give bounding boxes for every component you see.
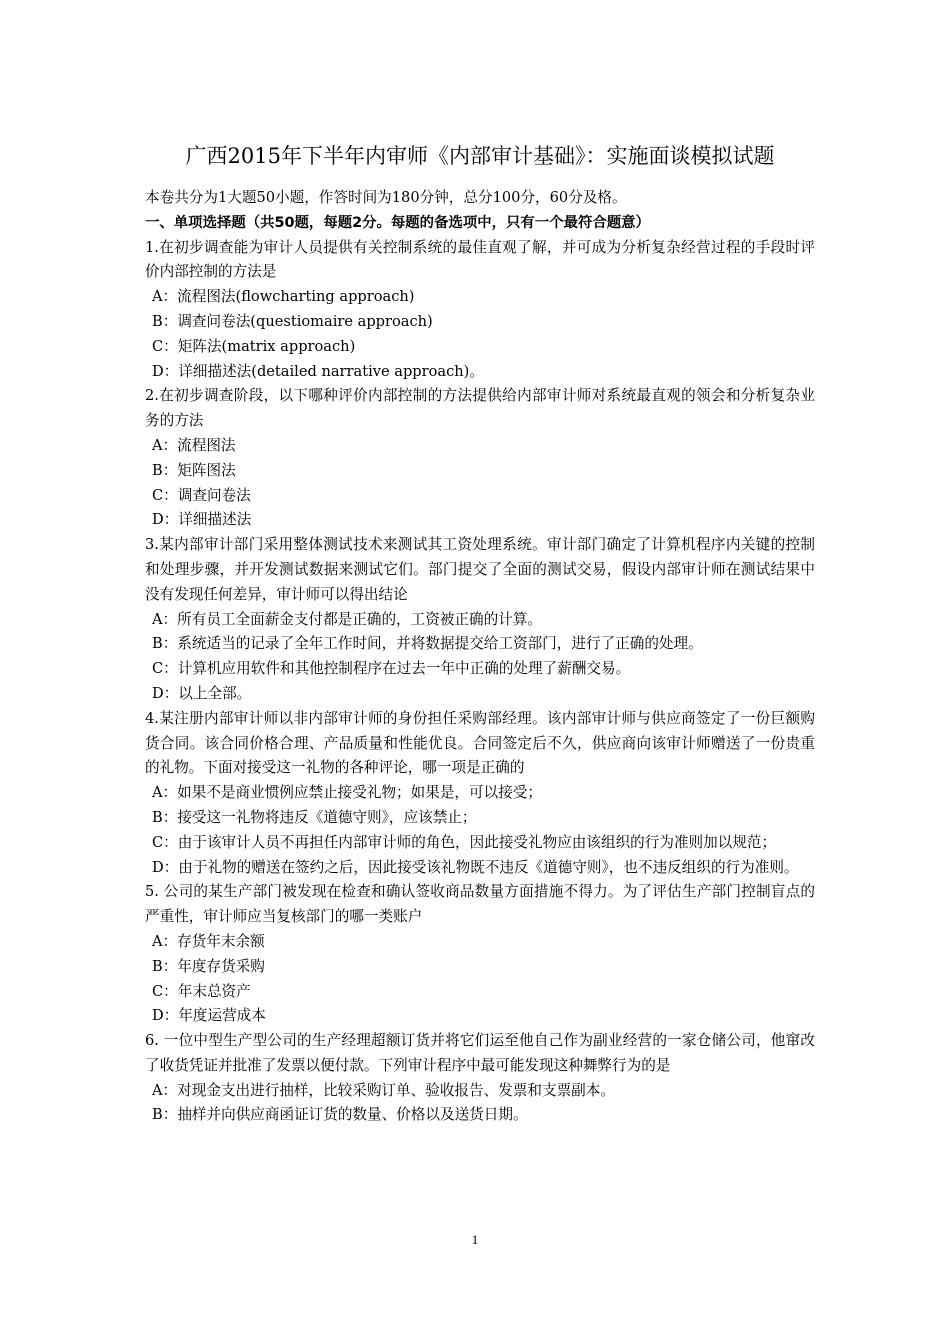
question-block — [145, 880, 815, 1029]
question-text: 5. 公司的某生产部门被发现在检查和确认签收商品数量方面措施不得力。为了评估生产部门控制盲点的严重性，审计师应当复核部门的哪一类账户 — [145, 883, 815, 926]
option-c: C：计算机应用软件和其他控制程序在过去一年中正确的处理了薪酬交易。 — [152, 660, 631, 678]
option-d: D：年度运营成本 — [152, 1007, 266, 1025]
question-block — [145, 1029, 815, 1128]
question-block — [145, 533, 815, 707]
question-text: 3.某内部审计部门采用整体测试技术来测试其工资处理系统。审计部门确定了计算机程序内关键的控制和处理步骤，并开发测试数据来测试它们。部门提交了全面的测试交易，假设内部审计师在测试结果中没有发现任何差异，审计师可以得出结论 — [145, 536, 815, 603]
option-a: A：流程图法(flowcharting approach) — [152, 288, 415, 306]
option-c: C：年末总资产 — [152, 982, 251, 1000]
option-a: A：存货年末余额 — [152, 932, 265, 950]
option-b: B：抽样并向供应商函证订货的数量、价格以及送货日期。 — [152, 1106, 528, 1124]
option-c: C：矩阵法(matrix approach) — [152, 337, 356, 355]
page-title: 广西2015年下半年内审师《内部审计基础》：实施面谈模拟试题 — [185, 144, 775, 168]
exam-intro: 本卷共分为1大题50小题，作答时间为180分钟，总分100分，60分及格。 — [145, 189, 627, 206]
option-b: B：调查问卷法(questiomaire approach) — [152, 312, 433, 330]
question-text: 4.某注册内部审计师以非内部审计师的身份担任采购部经理。该内部审计师与供应商签定了一份巨额购货合同。该合同价格合理、产品质量和性能优良。合同签定后不久，供应商向该审计师赠送了一份贵重的礼物。下面对接受这一礼物的各种评论，哪一项是正确的 — [145, 709, 815, 777]
option-d: D：由于礼物的赠送在签约之后，因此接受该礼物既不违反《道德守则》，也不违反组织的行为准则。 — [152, 858, 799, 876]
option-a: A：所有员工全面薪金支付都是正确的，工资被正确的计算。 — [152, 610, 542, 628]
option-c: C：由于该审计人员不再担任内部审计师的角色，因此接受礼物应由该组织的行为准则加以规范； — [152, 833, 777, 851]
option-b: B：年度存货采购 — [152, 957, 265, 975]
option-a: A：对现金支出进行抽样，比较采购订单、验收报告、发票和支票副本。 — [152, 1081, 615, 1099]
question-text: 1.在初步调查能为审计人员提供有关控制系统的最佳直观了解，并可成为分析复杂经营过程的手段时评价内部控制的方法是 — [145, 238, 815, 281]
option-b: B：系统适当的记录了全年工作时间，并将数据提交给工资部门，进行了正确的处理。 — [152, 635, 703, 653]
question-text: 6. 一位中型生产型公司的生产经理超额订货并将它们运至他自己作为副业经营的一家仓储公司，他窜改了收货凭证并批准了发票以便付款。下列审计程序中最可能发现这种舞弊行为的是 — [145, 1032, 815, 1074]
option-a: A：流程图法 — [152, 436, 236, 454]
question-block — [145, 707, 815, 881]
question-text: 2.在初步调查阶段，以下哪种评价内部控制的方法提供给内部审计师对系统最直观的领会和分析复杂业务的方法 — [145, 387, 815, 430]
option-b: B：矩阵图法 — [152, 461, 236, 479]
exam-body — [145, 186, 815, 1128]
page-number: 1 — [471, 1232, 479, 1247]
option-d: D：详细描述法 — [152, 511, 252, 529]
question-block — [145, 384, 815, 533]
option-a: A：如果不是商业惯例应禁止接受礼物；如果是，可以接受； — [152, 784, 542, 802]
option-b: B：接受这一礼物将违反《道德守则》，应该禁止； — [152, 808, 477, 826]
question-block — [145, 236, 815, 385]
option-c: C：调查问卷法 — [152, 486, 251, 504]
option-d: D：以上全部。 — [152, 684, 252, 702]
section-heading: 一、单项选择题（共50题，每题2分。每题的备选项中，只有一个最符合题意） — [145, 214, 650, 231]
option-d: D：详细描述法(detailed narrative approach)。 — [152, 362, 484, 380]
